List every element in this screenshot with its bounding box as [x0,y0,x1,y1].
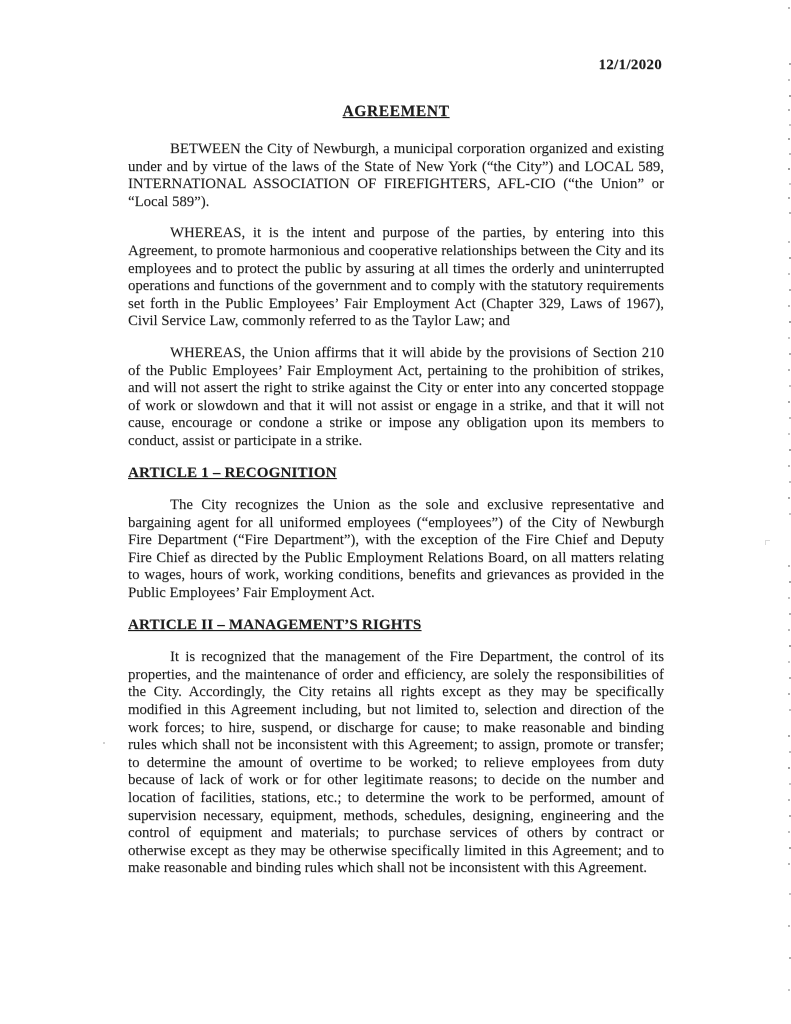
article-2-managements-rights-body: It is recognized that the management of the Fire Department, the control of its properties, and the maintenance of order and efficiency, are solely the responsibilities of the City. Accordingly, the City retains all rights except as they may be specifically modified in this Agreement including, but not limited to, selection and direction of the work forces; to hire, suspend, or discharge for cause; to make reasonable and binding rules which shall not be inconsistent with this Agreement; to assign, promote or transfer; to determine the amount of overtime to be worked; to relieve employees from duty because of lack of work or for other legitimate reasons; to decide on the number and location of facilities, stations, etc.; to determine the work to be performed, amount of supervision necessary, equipment, methods, schedules, designing, engineering and the control of equipment and materials; to purchase services of others by contract or otherwise except as they may be otherwise specifically limited in this Agreement; and to make reasonable and binding rules which shall not be inconsistent with this Agreement. [128,649,664,877]
document-content [128,57,664,892]
scan-speck [103,742,105,744]
preamble-paragraph-whereas-1: WHEREAS, it is the intent and purpose of the parties, by entering into this Agreement, to promote harmonious and cooperative relationships between the City and its employees and to protect the public by assuring at all times the orderly and uninterrupted operations and functions of the government and to comply with the statutory requirements set forth in the Public Employees’ Fair Employment Act (Chapter 329, Laws of 1967), Civil Service Law, commonly referred to as the Taylor Law; and [128,225,664,330]
scan-noise-right-edge [788,5,790,7]
preamble-paragraph-whereas-2: WHEREAS, the Union affirms that it will abide by the provisions of Section 210 of the Public Employees’ Fair Employment Act, pertaining to the prohibition of strikes, and will not assert the right to strike against the City or enter into any concerted stoppage of work or slowdown and that it will not assist or engage in a strike, and that it will not cause, encourage or condone a strike or impose any obligation upon its members to conduct, assist or participate in a strike. [128,344,664,449]
scan-speck [765,540,770,545]
article-2-managements-rights-heading: ARTICLE II – MANAGEMENT’S RIGHTS [128,616,422,633]
document-date: 12/1/2020 [598,57,662,73]
article-1-recognition-body: The City recognizes the Union as the sole and exclusive representative and bargaining agent for all uniformed employees (“employees”) of the City of Newburgh Fire Department (“Fire Department”), with the exception of the Fire Chief and Deputy Fire Chief as directed by the Public Employment Relations Board, on all matters relating to wages, hours of work, working conditions, benefits and grievances as provided in the Public Employees’ Fair Employment Act. [128,497,664,602]
preamble-paragraph-between: BETWEEN the City of Newburgh, a municipal corporation organized and existing under and by virtue of the laws of the State of New York (“the City”) and LOCAL 589, INTERNATIONAL ASSOCIATION OF FIREFIGHTERS, AFL-CIO (“the Union” or “Local 589”). [128,141,664,210]
document-title: AGREEMENT [342,103,450,120]
article-1-recognition-heading: ARTICLE 1 – RECOGNITION [128,464,337,481]
